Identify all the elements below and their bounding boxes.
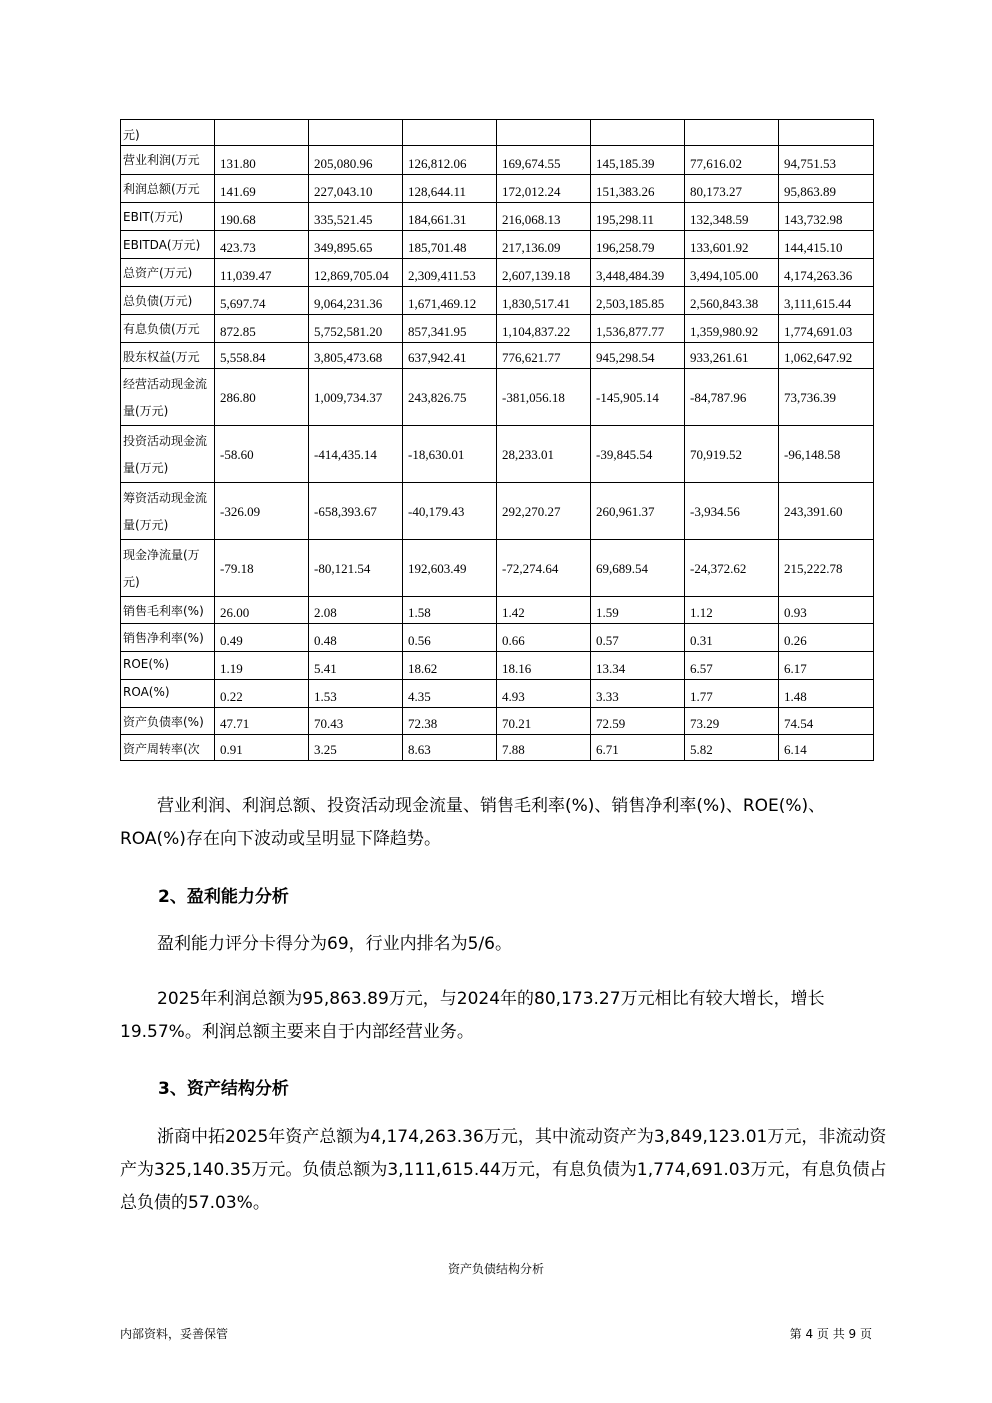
table-cell: 8.63	[403, 735, 497, 761]
table-row	[121, 624, 874, 652]
table-cell: -326.09	[215, 483, 309, 540]
row-label: 筹资活动现金流量(万元)	[121, 483, 215, 540]
table-row	[121, 735, 874, 761]
section-heading-profitability: 2、盈利能力分析	[158, 887, 289, 907]
table-cell: 1,536,877.77	[591, 315, 685, 343]
table-cell: 18.62	[403, 652, 497, 680]
table-cell: 141.69	[215, 175, 309, 203]
table-cell: -145,905.14	[591, 369, 685, 426]
table-cell: 4.93	[497, 680, 591, 708]
table-cell: 12,869,705.04	[309, 259, 403, 287]
row-label: 投资活动现金流量(万元)	[121, 426, 215, 483]
table-cell: 6.57	[685, 652, 779, 680]
table-cell: 0.91	[215, 735, 309, 761]
structure-text: 浙商中拓2025年资产总额为4,174,263.36万元，其中流动资产为3,849,123.01万元，非流动资产为325,140.35万元。负债总额为3,111,615.44万元，有息负债为1,774,691.03万元，有息负债占总负债的57.03%。	[120, 1127, 887, 1213]
table-cell	[215, 120, 309, 146]
table-cell: 72.59	[591, 708, 685, 735]
table-cell: 1.42	[497, 597, 591, 624]
profit-text: 2025年利润总额为95,863.89万元，与2024年的80,173.27万元相比有较大增长，增长19.57%。利润总额主要来自于内部经营业务。	[120, 989, 825, 1042]
table-cell: -79.18	[215, 540, 309, 597]
table-row	[121, 680, 874, 708]
trend-paragraph	[120, 790, 890, 856]
table-cell: 5,752,581.20	[309, 315, 403, 343]
table-cell: -3,934.56	[685, 483, 779, 540]
table-cell: 1.19	[215, 652, 309, 680]
table-cell: 143,732.98	[779, 203, 874, 231]
table-cell: 95,863.89	[779, 175, 874, 203]
table-cell: 1.77	[685, 680, 779, 708]
table-cell	[685, 120, 779, 146]
table-row	[121, 287, 874, 315]
row-label: ROA(%)	[121, 680, 215, 708]
table-cell: 11,039.47	[215, 259, 309, 287]
table-cell: 1,774,691.03	[779, 315, 874, 343]
table-cell: 2,607,139.18	[497, 259, 591, 287]
table-cell: 3,448,484.39	[591, 259, 685, 287]
table-cell: 637,942.41	[403, 343, 497, 369]
table-cell: 172,012.24	[497, 175, 591, 203]
table-cell: 292,270.27	[497, 483, 591, 540]
table-cell: 243,826.75	[403, 369, 497, 426]
table-cell: 0.66	[497, 624, 591, 652]
table-cell: 73,736.39	[779, 369, 874, 426]
table-cell: 3,805,473.68	[309, 343, 403, 369]
table-row	[121, 231, 874, 259]
table-cell: -18,630.01	[403, 426, 497, 483]
table-cell: 5.41	[309, 652, 403, 680]
table-cell: 0.31	[685, 624, 779, 652]
table-cell: 5,558.84	[215, 343, 309, 369]
table-cell: 3.33	[591, 680, 685, 708]
section-heading-asset-structure: 3、资产结构分析	[158, 1079, 289, 1099]
row-label: 营业利润(万元	[121, 146, 215, 175]
table-cell: 349,895.65	[309, 231, 403, 259]
table-cell: -58.60	[215, 426, 309, 483]
footer-confidential-note: 内部资料，妥善保管	[120, 1327, 229, 1341]
row-label: 销售净利率(%)	[121, 624, 215, 652]
table-cell: 933,261.61	[685, 343, 779, 369]
table-cell: 70,919.52	[685, 426, 779, 483]
table-cell: 0.57	[591, 624, 685, 652]
table-cell: 6.14	[779, 735, 874, 761]
row-label: 利润总额(万元	[121, 175, 215, 203]
table-cell: -72,274.64	[497, 540, 591, 597]
table-cell: 0.93	[779, 597, 874, 624]
table-cell: 9,064,231.36	[309, 287, 403, 315]
table-cell: 151,383.26	[591, 175, 685, 203]
trend-text: 营业利润、利润总额、投资活动现金流量、销售毛利率(%)、销售净利率(%)、ROE(%)、ROA(%)存在向下波动或呈明显下降趋势。	[120, 796, 826, 849]
table-cell: 260,961.37	[591, 483, 685, 540]
table-cell: 145,185.39	[591, 146, 685, 175]
table-cell: 1.48	[779, 680, 874, 708]
table-row	[121, 175, 874, 203]
table-cell: -24,372.62	[685, 540, 779, 597]
table-row	[121, 597, 874, 624]
row-label: 销售毛利率(%)	[121, 597, 215, 624]
table-cell: 0.48	[309, 624, 403, 652]
table-row	[121, 652, 874, 680]
row-label: 总资产(万元)	[121, 259, 215, 287]
table-cell: 2.08	[309, 597, 403, 624]
table-row	[121, 259, 874, 287]
table-cell: 1.58	[403, 597, 497, 624]
table-cell: 0.22	[215, 680, 309, 708]
table-cell: 126,812.06	[403, 146, 497, 175]
table-cell	[497, 120, 591, 146]
table-cell: 26.00	[215, 597, 309, 624]
table-cell: 3,494,105.00	[685, 259, 779, 287]
table-cell: 1.12	[685, 597, 779, 624]
table-cell: -80,121.54	[309, 540, 403, 597]
structure-paragraph	[120, 1121, 890, 1220]
table-cell: 1,062,647.92	[779, 343, 874, 369]
table-cell: 72.38	[403, 708, 497, 735]
table-cell: 6.71	[591, 735, 685, 761]
table-cell: -40,179.43	[403, 483, 497, 540]
table-cell	[403, 120, 497, 146]
table-cell: 131.80	[215, 146, 309, 175]
row-label: EBITDA(万元)	[121, 231, 215, 259]
table-cell: 80,173.27	[685, 175, 779, 203]
table-cell: 872.85	[215, 315, 309, 343]
table-cell: 2,309,411.53	[403, 259, 497, 287]
row-label: 股东权益(万元	[121, 343, 215, 369]
table-cell: 133,601.92	[685, 231, 779, 259]
table-row	[121, 343, 874, 369]
table-cell: 243,391.60	[779, 483, 874, 540]
table-cell: 13.34	[591, 652, 685, 680]
table-cell: 0.49	[215, 624, 309, 652]
row-label: 现金净流量(万元)	[121, 540, 215, 597]
table-row	[121, 120, 874, 146]
table-row	[121, 203, 874, 231]
table-cell: 1.59	[591, 597, 685, 624]
table-cell: 215,222.78	[779, 540, 874, 597]
chart-caption: 资产负债结构分析	[447, 1262, 544, 1276]
table-row	[121, 540, 874, 597]
table-cell: 5,697.74	[215, 287, 309, 315]
profit-paragraph	[120, 983, 890, 1049]
table-cell: 1,671,469.12	[403, 287, 497, 315]
table-cell: 77,616.02	[685, 146, 779, 175]
table-row	[121, 315, 874, 343]
table-cell: 7.88	[497, 735, 591, 761]
score-paragraph	[120, 928, 890, 961]
row-label: 总负债(万元)	[121, 287, 215, 315]
table-cell: 1.53	[309, 680, 403, 708]
table-cell: 6.17	[779, 652, 874, 680]
table-cell: 69,689.54	[591, 540, 685, 597]
table-cell: 70.43	[309, 708, 403, 735]
row-label: 有息负债(万元	[121, 315, 215, 343]
table-cell: 184,661.31	[403, 203, 497, 231]
table-cell: 286.80	[215, 369, 309, 426]
table-cell: 74.54	[779, 708, 874, 735]
table-cell: 3.25	[309, 735, 403, 761]
table-cell: 945,298.54	[591, 343, 685, 369]
score-text: 盈利能力评分卡得分为69，行业内排名为5/6。	[157, 934, 512, 954]
table-cell: 73.29	[685, 708, 779, 735]
table-cell: 776,621.77	[497, 343, 591, 369]
table-cell: 128,644.11	[403, 175, 497, 203]
table-cell: 196,258.79	[591, 231, 685, 259]
table-cell: 0.26	[779, 624, 874, 652]
financial-indicator-table	[120, 119, 874, 761]
table-cell: 190.68	[215, 203, 309, 231]
table-cell: 217,136.09	[497, 231, 591, 259]
table-cell: 70.21	[497, 708, 591, 735]
table-cell: 4.35	[403, 680, 497, 708]
table-cell: 1,359,980.92	[685, 315, 779, 343]
row-label: 资产周转率(次	[121, 735, 215, 761]
row-label: EBIT(万元)	[121, 203, 215, 231]
table-cell: 1,104,837.22	[497, 315, 591, 343]
table-cell: 1,830,517.41	[497, 287, 591, 315]
table-cell: 185,701.48	[403, 231, 497, 259]
table-cell: -39,845.54	[591, 426, 685, 483]
table-cell: 857,341.95	[403, 315, 497, 343]
row-label: 元)	[121, 120, 215, 146]
table-cell: 227,043.10	[309, 175, 403, 203]
table-cell: 4,174,263.36	[779, 259, 874, 287]
table-cell: 192,603.49	[403, 540, 497, 597]
table-row	[121, 146, 874, 175]
table-row	[121, 426, 874, 483]
table-cell: 2,503,185.85	[591, 287, 685, 315]
table-cell: 0.56	[403, 624, 497, 652]
table-cell: 216,068.13	[497, 203, 591, 231]
table-row	[121, 369, 874, 426]
table-cell: -414,435.14	[309, 426, 403, 483]
footer-page-number: 第 4 页 共 9 页	[789, 1327, 872, 1341]
table-cell	[779, 120, 874, 146]
table-cell: 1,009,734.37	[309, 369, 403, 426]
table-row	[121, 483, 874, 540]
table-row	[121, 708, 874, 735]
table-cell: 28,233.01	[497, 426, 591, 483]
table-cell: 2,560,843.38	[685, 287, 779, 315]
table-cell: 3,111,615.44	[779, 287, 874, 315]
table-cell: 195,298.11	[591, 203, 685, 231]
table-cell: -658,393.67	[309, 483, 403, 540]
table-cell: 94,751.53	[779, 146, 874, 175]
table-cell: 5.82	[685, 735, 779, 761]
table-cell: 423.73	[215, 231, 309, 259]
table-cell: 144,415.10	[779, 231, 874, 259]
table-cell	[591, 120, 685, 146]
row-label: 资产负债率(%)	[121, 708, 215, 735]
table-cell: 18.16	[497, 652, 591, 680]
table-cell: 169,674.55	[497, 146, 591, 175]
row-label: ROE(%)	[121, 652, 215, 680]
table-cell: -381,056.18	[497, 369, 591, 426]
table-cell	[309, 120, 403, 146]
row-label: 经营活动现金流量(万元)	[121, 369, 215, 426]
table-cell: 335,521.45	[309, 203, 403, 231]
table-cell: 205,080.96	[309, 146, 403, 175]
table-cell: 132,348.59	[685, 203, 779, 231]
table-cell: -96,148.58	[779, 426, 874, 483]
table-cell: 47.71	[215, 708, 309, 735]
table-cell: -84,787.96	[685, 369, 779, 426]
